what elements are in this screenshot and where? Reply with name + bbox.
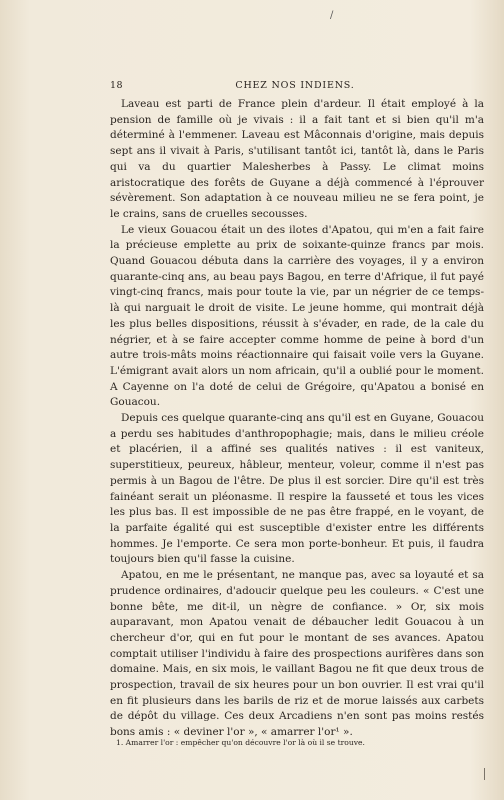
page-mark: / [330, 10, 334, 21]
footnote: 1. Amarrer l'or : empêcher qu'on découvre l'or là où il se trouve. [116, 738, 365, 747]
paragraph-1: Laveau est parti de France plein d'ardeur. Il était employé à la pension de famille où je vivais : il a fait tant et si bien qu'il m'a déterminé à l'emmener. Laveau est Mâconnais d'origine, mais depuis sept ans il vivait à Paris, s'utilisant tantôt ici, tantôt là, dans le Paris qui va du quartier Malesherbes à Passy. Le climat moins aristocratique des forêts de Guyane a déjà commencé à l'éprouver sévèrement. Son adaptation à ce nouveau milieu ne se fera point, je le crains, sans de cruelles secousses. [110, 98, 484, 220]
running-title: CHEZ NOS INDIENS. [235, 80, 355, 91]
paragraph-3: Depuis ces quelque quarante-cinq ans qu'il est en Guyane, Gouacou a perdu ses habitudes d'anthropophagie; mais, dans le milieu créole et placérien, il a affiné ses qualités natives : il est vaniteux, superstitieux, peureux, hâbleur, menteur, voleur, comme il n'est pas permis à un Bagou de l'être. De plus il est sorcier. Dire qu'il est très fainéant serait un pléonasme. Il respire la fausseté et tous les vices les plus bas. Il est impossible de ne pas être frappé, en le voyant, de la parfaite égalité qui est susceptible d'exister entre les différents hommes. Je l'emporte. Ce sera mon porte-bonheur. Et puis, il faudra toujours bien qu'il fasse la cuisine. [110, 412, 484, 566]
paragraph-2: Le vieux Gouacou était un des ilotes d'Apatou, qui m'en a fait faire la précieuse emplette au prix de soixante-quinze francs par mois. Quand Gouacou débuta dans la carrière des voyages, il y a environ quarante-cinq ans, au beau pays Bagou, en terre d'Afrique, il fut payé vingt-cinq francs, mais pour toute la vie, par un négrier de ce temps-là qui narguait le droit de visite. Le jeune homme, qui montrait déjà les plus belles dispositions, réussit à s'évader, en rade, de la cale du négrier, et à se faire accepter comme homme de peine à bord d'un autre trois-mâts moins réactionnaire qui faisait voile vers la Guyane. L'émigrant avait alors un nom africain, qu'il a oublié pour le moment. A Cayenne on l'a doté de celui de Grégoire, qu'Apatou a bonisé en Gouacou. [110, 223, 484, 409]
paragraph-4: Apatou, en me le présentant, ne manque pas, avec sa loyauté et sa prudence ordinaires, d'adoucir quelque peu les couleurs. « C'est une bonne bête, me dit-il, un nègre de confiance. » Or, six mois auparavant, mon Apatou venait de débaucher ledit Gouacou à un chercheur d'or, qui en fut pour le montant de ses avances. Apatou comptait utiliser l'individu à faire des prospections aurifères dans son domaine. Mais, en six mois, le vaillant Bagou ne fit que deux trous de prospection, travail de six heures pour un bon ouvrier. Il est vrai qu'il en fit plusieurs dans les barils de riz et de morue laissés aux carbets de dépôt du village. Ces deux Arcadiens n'en sont pas moins restés bons amis : « deviner l'or », « amarrer l'or¹ ». [110, 569, 484, 739]
page-number: 18 [110, 80, 124, 91]
margin-mark [484, 768, 485, 780]
body-text [110, 97, 484, 741]
page-header [110, 80, 480, 94]
